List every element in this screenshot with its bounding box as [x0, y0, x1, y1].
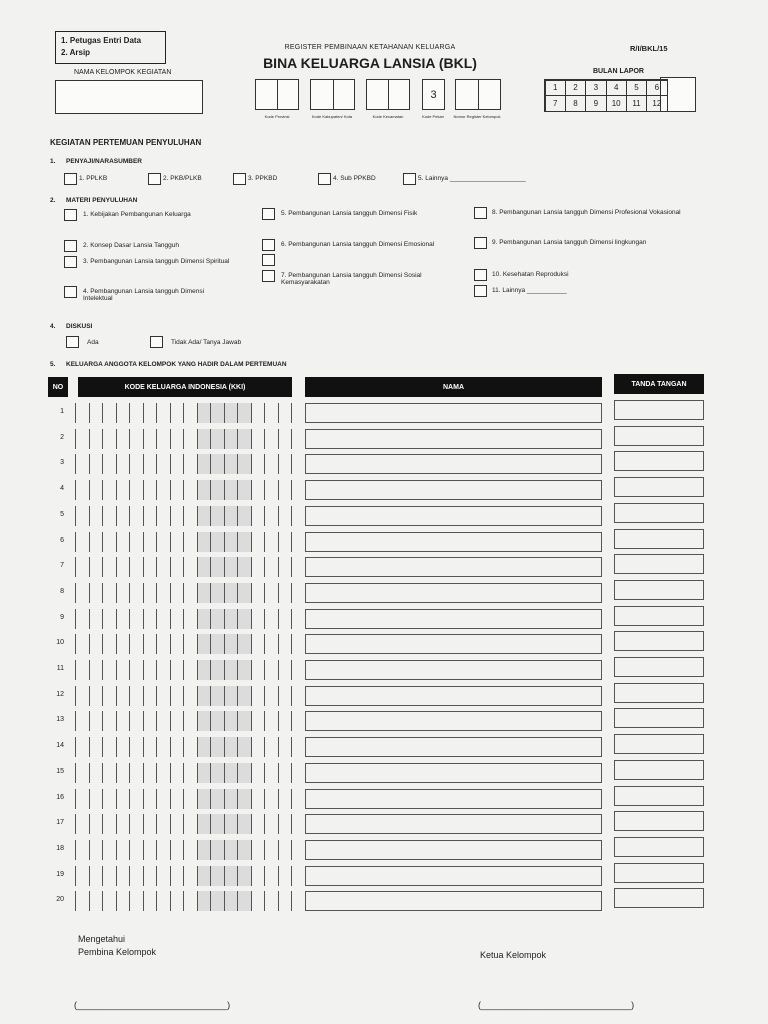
kode-pekan-field[interactable]: 3 — [422, 79, 445, 110]
kode-provinsi-field[interactable] — [255, 79, 299, 110]
kode-provinsi-label: Kode Provinsi — [264, 114, 290, 119]
s4-num: 4. — [50, 323, 56, 330]
bulan-cell[interactable]: 4 — [606, 80, 627, 97]
penyaji-option-2-label: 2. PKB/PLKB — [163, 175, 202, 182]
penyaji-option-1-checkbox[interactable] — [64, 173, 77, 185]
tanda-tangan-field[interactable] — [614, 580, 704, 600]
nama-kelompok-label: NAMA KELOMPOK KEGIATAN — [74, 69, 172, 76]
nomor-register-field[interactable] — [455, 79, 501, 110]
materi-11-label: 11. Lainnya ___________ — [492, 287, 567, 294]
pembina-signature-line[interactable]: (______________________________) — [74, 1000, 231, 1010]
penyaji-option-1-label: 1. PPLKB — [79, 175, 108, 182]
row-number: 20 — [56, 896, 64, 903]
nama-field[interactable] — [305, 583, 602, 603]
tanda-tangan-field[interactable] — [614, 554, 704, 574]
tanda-tangan-field[interactable] — [614, 734, 704, 754]
nama-field[interactable] — [305, 686, 602, 706]
materi-9-checkbox[interactable] — [474, 237, 487, 249]
kki-field[interactable] — [75, 532, 292, 552]
nama-field[interactable] — [305, 403, 602, 423]
tanda-tangan-field[interactable] — [614, 606, 704, 626]
tanda-tangan-field[interactable] — [614, 426, 704, 446]
tanda-tangan-field[interactable] — [614, 477, 704, 497]
nama-field[interactable] — [305, 506, 602, 526]
materi-9-label: 9. Pembangunan Lansia tangguh Dimensi lingkungan — [492, 239, 647, 246]
kki-field[interactable] — [75, 557, 292, 577]
bulan-lapor-label: BULAN LAPOR — [593, 68, 644, 75]
materi-11-checkbox[interactable] — [474, 285, 487, 297]
nama-field[interactable] — [305, 737, 602, 757]
row-number: 16 — [56, 794, 64, 801]
row-number: 2 — [60, 434, 64, 441]
kki-field[interactable] — [75, 583, 292, 603]
materi-10-label: 10. Kesehatan Reproduksi — [492, 271, 569, 278]
materi-1-checkbox[interactable] — [64, 209, 77, 221]
nama-field[interactable] — [305, 711, 602, 731]
nama-field[interactable] — [305, 532, 602, 552]
nama-field[interactable] — [305, 634, 602, 654]
nomor-register-label: Nomor Register Kelompok — [453, 114, 501, 119]
tanda-tangan-field[interactable] — [614, 708, 704, 728]
kode-kabupaten-label: Kode Kabupaten/ Kota — [311, 114, 353, 119]
s5-num: 5. — [50, 361, 56, 368]
materi-2-checkbox[interactable] — [64, 240, 77, 252]
row-number: 17 — [56, 819, 64, 826]
materi-8-label: 8. Pembangunan Lansia tangguh Dimensi Profesional Vokasional — [492, 209, 681, 216]
penyaji-option-5-checkbox[interactable] — [403, 173, 416, 185]
kki-field[interactable] — [75, 480, 292, 500]
mengetahui-label: Mengetahui — [78, 934, 126, 944]
row-number: 5 — [60, 511, 64, 518]
nama-kelompok-field[interactable] — [55, 80, 203, 114]
row-number: 6 — [60, 537, 64, 544]
kegiatan-title: KEGIATAN PERTEMUAN PENYULUHAN — [50, 138, 202, 147]
tanda-tangan-field[interactable] — [614, 451, 704, 471]
distribution-stamp — [55, 31, 166, 64]
penyaji-option-3-label: 3. PPKBD — [248, 175, 278, 182]
col-header-kki: KODE KELUARGA INDONESIA (KKI) — [78, 377, 292, 397]
col-header-no: NO — [48, 377, 68, 397]
tanda-tangan-field[interactable] — [614, 503, 704, 523]
tanda-tangan-field[interactable] — [614, 863, 704, 883]
s2-num: 2. — [50, 197, 56, 204]
materi-6-label: 6. Pembangunan Lansia tangguh Dimensi Emosional — [281, 241, 435, 248]
kki-field[interactable] — [75, 429, 292, 449]
kki-field[interactable] — [75, 403, 292, 423]
diskusi-ada-checkbox[interactable] — [66, 336, 79, 348]
kki-field[interactable] — [75, 609, 292, 629]
kki-field[interactable] — [75, 711, 292, 731]
kode-kecamatan-label: Kode Kecamatan — [372, 114, 404, 119]
tanda-tangan-field[interactable] — [614, 888, 704, 908]
kki-field[interactable] — [75, 814, 292, 834]
materi-4-label: 4. Pembangunan Lansia tangguh Dimensi Intelektual — [83, 288, 205, 302]
materi-4-checkbox[interactable] — [64, 286, 77, 298]
row-number: 18 — [56, 845, 64, 852]
tanda-tangan-field[interactable] — [614, 400, 704, 420]
kki-field[interactable] — [75, 866, 292, 886]
row-number: 1 — [60, 408, 64, 415]
row-number: 10 — [56, 639, 64, 646]
materi-5-label: 5. Pembangunan Lansia tangguh Dimensi Fisik — [281, 210, 418, 217]
kki-field[interactable] — [75, 660, 292, 680]
tanda-tangan-field[interactable] — [614, 760, 704, 780]
kode-pekan-label: Kode Pekan — [422, 114, 444, 119]
materi-8-checkbox[interactable] — [474, 207, 487, 219]
nama-field[interactable] — [305, 763, 602, 783]
col-header-nama: NAMA — [305, 377, 602, 397]
penyaji-option-4-checkbox[interactable] — [318, 173, 331, 185]
tanda-tangan-field[interactable] — [614, 529, 704, 549]
bulan-cell[interactable]: 11 — [626, 95, 647, 112]
row-number: 7 — [60, 562, 64, 569]
kode-kecamatan-field[interactable] — [366, 79, 410, 110]
penyaji-option-5-label: 5. Lainnya _____________________ — [418, 175, 526, 182]
penyaji-option-4-label: 4. Sub PPKBD — [333, 175, 376, 182]
kki-field[interactable] — [75, 506, 292, 526]
pembina-label: Pembina Kelompok — [78, 947, 157, 957]
nama-field[interactable] — [305, 789, 602, 809]
row-number: 13 — [56, 716, 64, 723]
diskusi-tidak-checkbox[interactable] — [150, 336, 163, 348]
nama-field[interactable] — [305, 609, 602, 629]
diskusi-ada-label: Ada — [87, 339, 99, 346]
row-number: 12 — [56, 691, 64, 698]
nama-field[interactable] — [305, 557, 602, 577]
materi-10-checkbox[interactable] — [474, 269, 487, 281]
nama-field[interactable] — [305, 480, 602, 500]
nama-field[interactable] — [305, 866, 602, 886]
kki-field[interactable] — [75, 454, 292, 474]
materi-6-checkbox[interactable] — [262, 239, 275, 251]
kki-field[interactable] — [75, 634, 292, 654]
tanda-tangan-field[interactable] — [614, 837, 704, 857]
bulan-cell[interactable]: 12 — [646, 95, 667, 112]
row-number: 19 — [56, 871, 64, 878]
tanda-tangan-field[interactable] — [614, 657, 704, 677]
nama-field[interactable] — [305, 454, 602, 474]
materi-3-checkbox[interactable] — [64, 256, 77, 268]
register-header: REGISTER PEMBINAAN KETAHANAN KELUARGA — [284, 44, 456, 51]
materi-7-label: 7. Pembangunan Lansia tangguh Dimensi Sosial Kemasyarakatan — [281, 272, 422, 286]
materi-5-checkbox[interactable] — [262, 208, 275, 220]
s1-num: 1. — [50, 158, 56, 165]
nama-field[interactable] — [305, 891, 602, 911]
kki-field[interactable] — [75, 789, 292, 809]
row-number: 11 — [56, 665, 64, 672]
page-title: BINA KELUARGA LANSIA (BKL) — [263, 55, 477, 71]
bulan-cell[interactable]: 9 — [585, 95, 606, 112]
bulan-cell[interactable]: 6 — [646, 80, 667, 97]
bulan-cell[interactable]: 10 — [606, 95, 627, 112]
row-number: 3 — [60, 459, 64, 466]
stamp-line-1: 1. Petugas Entri Data — [61, 36, 142, 45]
row-number: 15 — [56, 768, 64, 775]
bulan-lapor-grid — [544, 79, 668, 112]
s1-title: PENYAJI/NARASUMBER — [66, 158, 142, 165]
row-number: 4 — [60, 485, 64, 492]
kki-field[interactable] — [75, 763, 292, 783]
bulan-cell[interactable]: 8 — [565, 95, 586, 112]
row-number: 9 — [60, 614, 64, 621]
s5-title: KELUARGA ANGGOTA KELOMPOK YANG HADIR DALAM PERTEMUAN — [66, 361, 287, 368]
bulan-cell[interactable]: 3 — [585, 80, 606, 97]
kode-kabupaten-field[interactable] — [310, 79, 355, 110]
kki-field[interactable] — [75, 737, 292, 757]
nama-field[interactable] — [305, 814, 602, 834]
bulan-cell[interactable]: 2 — [565, 80, 586, 97]
s2-title: MATERI PENYULUHAN — [66, 197, 138, 204]
nama-field[interactable] — [305, 660, 602, 680]
materi-3-label: 3. Pembangunan Lansia tangguh Dimensi Spiritual — [83, 258, 230, 265]
ketua-signature-line[interactable]: (______________________________) — [478, 1000, 635, 1010]
penyaji-option-3-checkbox[interactable] — [233, 173, 246, 185]
stamp-line-2: 2. Arsip — [61, 48, 91, 57]
tanda-tangan-field[interactable] — [614, 631, 704, 651]
row-number: 8 — [60, 588, 64, 595]
kki-field[interactable] — [75, 686, 292, 706]
col-header-ttd: TANDA TANGAN — [614, 374, 704, 394]
diskusi-tidak-label: Tidak Ada/ Tanya Jawab — [171, 339, 242, 346]
tanda-tangan-field[interactable] — [614, 683, 704, 703]
bulan-cell[interactable]: 7 — [545, 95, 566, 112]
kki-field[interactable] — [75, 891, 292, 911]
materi-7-checkbox[interactable] — [262, 270, 275, 282]
bulan-cell[interactable]: 1 — [545, 80, 566, 97]
tanda-tangan-field[interactable] — [614, 811, 704, 831]
materi-2-label: 2. Konsep Dasar Lansia Tangguh — [83, 242, 180, 249]
row-number: 14 — [56, 742, 64, 749]
kki-field[interactable] — [75, 840, 292, 860]
nama-field[interactable] — [305, 840, 602, 860]
penyaji-option-2-checkbox[interactable] — [148, 173, 161, 185]
bulan-cell[interactable]: 5 — [626, 80, 647, 97]
tanda-tangan-field[interactable] — [614, 786, 704, 806]
form-code: R/I/BKL/15 — [630, 44, 668, 53]
materi-6b-checkbox[interactable] — [262, 254, 275, 266]
ketua-label: Ketua Kelompok — [480, 950, 547, 960]
nama-field[interactable] — [305, 429, 602, 449]
materi-1-label: 1. Kebijakan Pembangunan Keluarga — [83, 211, 191, 218]
s4-title: DISKUSI — [66, 323, 93, 330]
